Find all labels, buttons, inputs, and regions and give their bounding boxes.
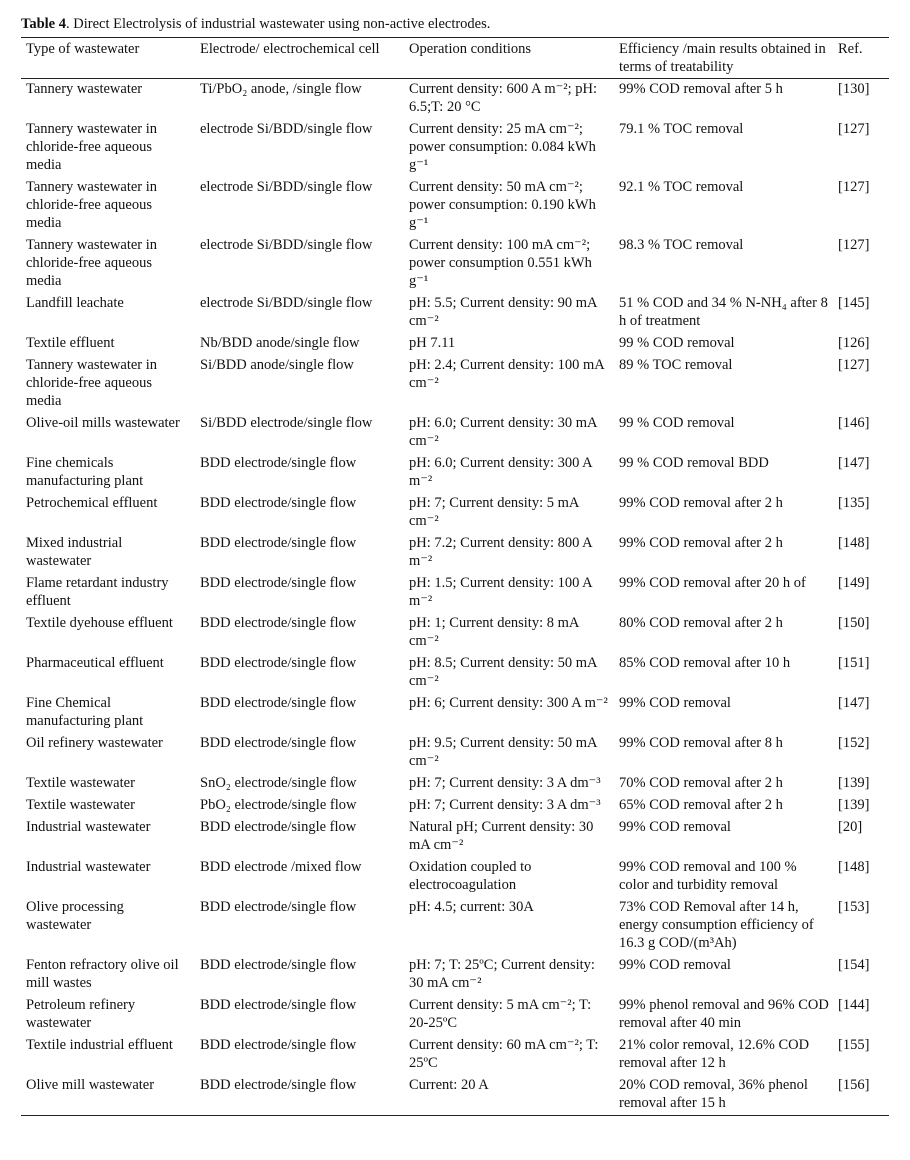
table-row (21, 733, 889, 773)
cell-ref: [130] (838, 81, 870, 97)
cell-result: 99 % COD removal (619, 415, 735, 431)
cell-result: 98.3 % TOC removal (619, 237, 744, 253)
cell-conditions: Current density: 600 A m⁻²; pH: 6.5;T: 20 °C (409, 81, 598, 115)
table-row (21, 333, 889, 355)
table-row (21, 857, 889, 897)
header-type: Type of wastewater (26, 41, 140, 57)
cell-result: 85% COD removal after 10 h (619, 655, 791, 671)
cell-type: Fine chemicals manufacturing plant (26, 455, 144, 489)
cell-conditions: pH: 9.5; Current density: 50 mA cm⁻² (409, 735, 597, 769)
table-label: Table 4 (21, 16, 66, 32)
cell-conditions: pH: 8.5; Current density: 50 mA cm⁻² (409, 655, 597, 689)
cell-ref: [127] (838, 357, 870, 373)
cell-ref: [153] (838, 899, 870, 915)
cell-result: 99% COD removal (619, 695, 731, 711)
table-row (21, 355, 889, 413)
cell-ref: [151] (838, 655, 870, 671)
table-body (21, 79, 889, 1116)
cell-result: 99 % COD removal (619, 335, 735, 351)
header-electrode: Electrode/ electrochemical cell (200, 41, 380, 57)
cell-result: 99 % COD removal BDD (619, 455, 769, 471)
cell-result: 73% COD Removal after 14 h, energy consumption efficiency of 16.3 g COD/(m³Ah) (619, 899, 814, 951)
cell-result: 99% COD removal and 100 % color and turbidity removal (619, 859, 797, 893)
cell-electrode: BDD electrode /mixed flow (200, 859, 362, 875)
cell-electrode: BDD electrode/single flow (200, 695, 357, 711)
cell-conditions: Current: 20 A (409, 1077, 489, 1093)
cell-electrode: Si/BDD anode/single flow (200, 357, 354, 373)
cell-type: Textile wastewater (26, 775, 135, 791)
table-row (21, 177, 889, 235)
cell-conditions: pH: 7; T: 25ºC; Current density: 30 mA cm⁻² (409, 957, 595, 991)
table-title: . Direct Electrolysis of industrial wastewater using non-active electrodes. (66, 16, 491, 32)
cell-ref: [139] (838, 797, 870, 813)
cell-electrode: BDD electrode/single flow (200, 899, 357, 915)
table-row (21, 613, 889, 653)
cell-result: 99% COD removal after 2 h (619, 535, 783, 551)
cell-electrode: BDD electrode/single flow (200, 957, 357, 973)
cell-ref: [147] (838, 455, 870, 471)
cell-conditions: Natural pH; Current density: 30 mA cm⁻² (409, 819, 594, 853)
cell-ref: [139] (838, 775, 870, 791)
cell-electrode: BDD electrode/single flow (200, 655, 357, 671)
table-row (21, 413, 889, 453)
table-row (21, 897, 889, 955)
cell-electrode: BDD electrode/single flow (200, 735, 357, 751)
cell-type: Tannery wastewater in chloride-free aqueous media (26, 179, 158, 231)
table-row (21, 653, 889, 693)
cell-ref: [148] (838, 859, 870, 875)
cell-electrode: electrode Si/BDD/single flow (200, 179, 373, 195)
cell-type: Fenton refractory olive oil mill wastes (26, 957, 179, 991)
cell-type: Tannery wastewater in chloride-free aqueous media (26, 237, 158, 289)
cell-result: 99% phenol removal and 96% COD removal after 40 min (619, 997, 829, 1031)
cell-type: Pharmaceutical effluent (26, 655, 164, 671)
cell-result: 51 % COD and 34 % N-NH₄ after 8 h of treatment (619, 295, 828, 329)
cell-ref: [150] (838, 615, 870, 631)
table-row (21, 1035, 889, 1075)
table-caption (21, 16, 490, 33)
cell-type: Olive mill wastewater (26, 1077, 155, 1093)
cell-electrode: Nb/BDD anode/single flow (200, 335, 360, 351)
cell-ref: [156] (838, 1077, 870, 1093)
cell-conditions: Current density: 50 mA cm⁻²; power consumption: 0.190 kWh g⁻¹ (409, 179, 596, 231)
cell-result: 99% COD removal after 5 h (619, 81, 783, 97)
cell-conditions: Current density: 100 mA cm⁻²; power consumption 0.551 kWh g⁻¹ (409, 237, 592, 289)
cell-conditions: pH: 7; Current density: 3 A dm⁻³ (409, 797, 601, 813)
cell-ref: [135] (838, 495, 870, 511)
cell-ref: [127] (838, 237, 870, 253)
cell-result: 99% COD removal after 8 h (619, 735, 783, 751)
cell-type: Flame retardant industry effluent (26, 575, 169, 609)
cell-conditions: pH: 1; Current density: 8 mA cm⁻² (409, 615, 579, 649)
table-row (21, 453, 889, 493)
cell-electrode: BDD electrode/single flow (200, 997, 357, 1013)
cell-electrode: electrode Si/BDD/single flow (200, 295, 373, 311)
cell-electrode: PbO₂ electrode/single flow (200, 797, 357, 813)
cell-ref: [145] (838, 295, 870, 311)
cell-electrode: BDD electrode/single flow (200, 535, 357, 551)
cell-conditions: pH 7.11 (409, 335, 456, 351)
cell-conditions: pH: 1.5; Current density: 100 A m⁻² (409, 575, 592, 609)
header-efficiency: Efficiency /main results obtained in terms of treatability (619, 41, 826, 75)
cell-type: Industrial wastewater (26, 859, 151, 875)
cell-type: Oil refinery wastewater (26, 735, 163, 751)
table-row (21, 79, 889, 120)
cell-result: 99% COD removal (619, 819, 731, 835)
cell-ref: [149] (838, 575, 870, 591)
cell-type: Textile industrial effluent (26, 1037, 173, 1053)
cell-ref: [147] (838, 695, 870, 711)
cell-type: Tannery wastewater (26, 81, 143, 97)
cell-result: 65% COD removal after 2 h (619, 797, 783, 813)
cell-conditions: pH: 7; Current density: 5 mA cm⁻² (409, 495, 579, 529)
cell-conditions: pH: 7.2; Current density: 800 A m⁻² (409, 535, 592, 569)
cell-ref: [154] (838, 957, 870, 973)
cell-result: 89 % TOC removal (619, 357, 733, 373)
table-row (21, 493, 889, 533)
header-conditions: Operation conditions (409, 41, 532, 57)
cell-conditions: Current density: 60 mA cm⁻²; T: 25ºC (409, 1037, 599, 1071)
cell-ref: [127] (838, 121, 870, 137)
cell-type: Textile wastewater (26, 797, 135, 813)
cell-type: Petrochemical effluent (26, 495, 158, 511)
table-row (21, 995, 889, 1035)
table-row (21, 293, 889, 333)
cell-conditions: Oxidation coupled to electrocoagulation (409, 859, 532, 893)
cell-electrode: electrode Si/BDD/single flow (200, 121, 373, 137)
wastewater-table (21, 37, 889, 1116)
cell-electrode: Ti/PbO₂ anode, /single flow (200, 81, 362, 97)
header-ref: Ref. (838, 41, 863, 57)
cell-ref: [127] (838, 179, 870, 195)
cell-electrode: electrode Si/BDD/single flow (200, 237, 373, 253)
cell-result: 92.1 % TOC removal (619, 179, 744, 195)
cell-conditions: Current density: 5 mA cm⁻²; T: 20-25ºC (409, 997, 592, 1031)
cell-electrode: SnO₂ electrode/single flow (200, 775, 357, 791)
cell-result: 20% COD removal, 36% phenol removal after 15 h (619, 1077, 808, 1111)
table-header (21, 38, 889, 79)
cell-type: Olive processing wastewater (26, 899, 124, 933)
table-row (21, 773, 889, 795)
table-row (21, 817, 889, 857)
cell-type: Olive-oil mills wastewater (26, 415, 180, 431)
cell-conditions: pH: 2.4; Current density: 100 mA cm⁻² (409, 357, 604, 391)
cell-type: Tannery wastewater in chloride-free aqueous media (26, 121, 158, 173)
cell-type: Textile effluent (26, 335, 115, 351)
table-row (21, 955, 889, 995)
cell-electrode: BDD electrode/single flow (200, 575, 357, 591)
cell-result: 99% COD removal after 2 h (619, 495, 783, 511)
cell-result: 79.1 % TOC removal (619, 121, 744, 137)
cell-type: Mixed industrial wastewater (26, 535, 123, 569)
cell-result: 70% COD removal after 2 h (619, 775, 783, 791)
table-row (21, 119, 889, 177)
cell-electrode: BDD electrode/single flow (200, 1077, 357, 1093)
cell-ref: [152] (838, 735, 870, 751)
cell-electrode: BDD electrode/single flow (200, 495, 357, 511)
table-row (21, 693, 889, 733)
cell-conditions: pH: 6; Current density: 300 A m⁻² (409, 695, 608, 711)
cell-conditions: pH: 5.5; Current density: 90 mA cm⁻² (409, 295, 597, 329)
cell-electrode: Si/BDD electrode/single flow (200, 415, 373, 431)
cell-result: 99% COD removal after 20 h of (619, 575, 806, 591)
cell-ref: [146] (838, 415, 870, 431)
cell-ref: [126] (838, 335, 870, 351)
cell-type: Fine Chemical manufacturing plant (26, 695, 144, 729)
cell-electrode: BDD electrode/single flow (200, 1037, 357, 1053)
cell-result: 21% color removal, 12.6% COD removal after 12 h (619, 1037, 810, 1071)
table-row (21, 795, 889, 817)
cell-conditions: Current density: 25 mA cm⁻²; power consumption: 0.084 kWh g⁻¹ (409, 121, 596, 173)
cell-conditions: pH: 6.0; Current density: 300 A m⁻² (409, 455, 592, 489)
header-row (21, 38, 889, 79)
cell-type: Industrial wastewater (26, 819, 151, 835)
cell-ref: [148] (838, 535, 870, 551)
cell-conditions: pH: 7; Current density: 3 A dm⁻³ (409, 775, 601, 791)
cell-result: 80% COD removal after 2 h (619, 615, 783, 631)
cell-ref: [155] (838, 1037, 870, 1053)
cell-type: Tannery wastewater in chloride-free aqueous media (26, 357, 158, 409)
cell-ref: [20] (838, 819, 863, 835)
cell-ref: [144] (838, 997, 870, 1013)
table-row (21, 573, 889, 613)
cell-type: Petroleum refinery wastewater (26, 997, 136, 1031)
cell-electrode: BDD electrode/single flow (200, 819, 357, 835)
table-row (21, 533, 889, 573)
cell-type: Textile dyehouse effluent (26, 615, 173, 631)
table-row (21, 1075, 889, 1116)
cell-electrode: BDD electrode/single flow (200, 615, 357, 631)
cell-conditions: pH: 6.0; Current density: 30 mA cm⁻² (409, 415, 597, 449)
cell-conditions: pH: 4.5; current: 30A (409, 899, 534, 915)
cell-electrode: BDD electrode/single flow (200, 455, 357, 471)
cell-result: 99% COD removal (619, 957, 731, 973)
table-row (21, 235, 889, 293)
cell-type: Landfill leachate (26, 295, 124, 311)
